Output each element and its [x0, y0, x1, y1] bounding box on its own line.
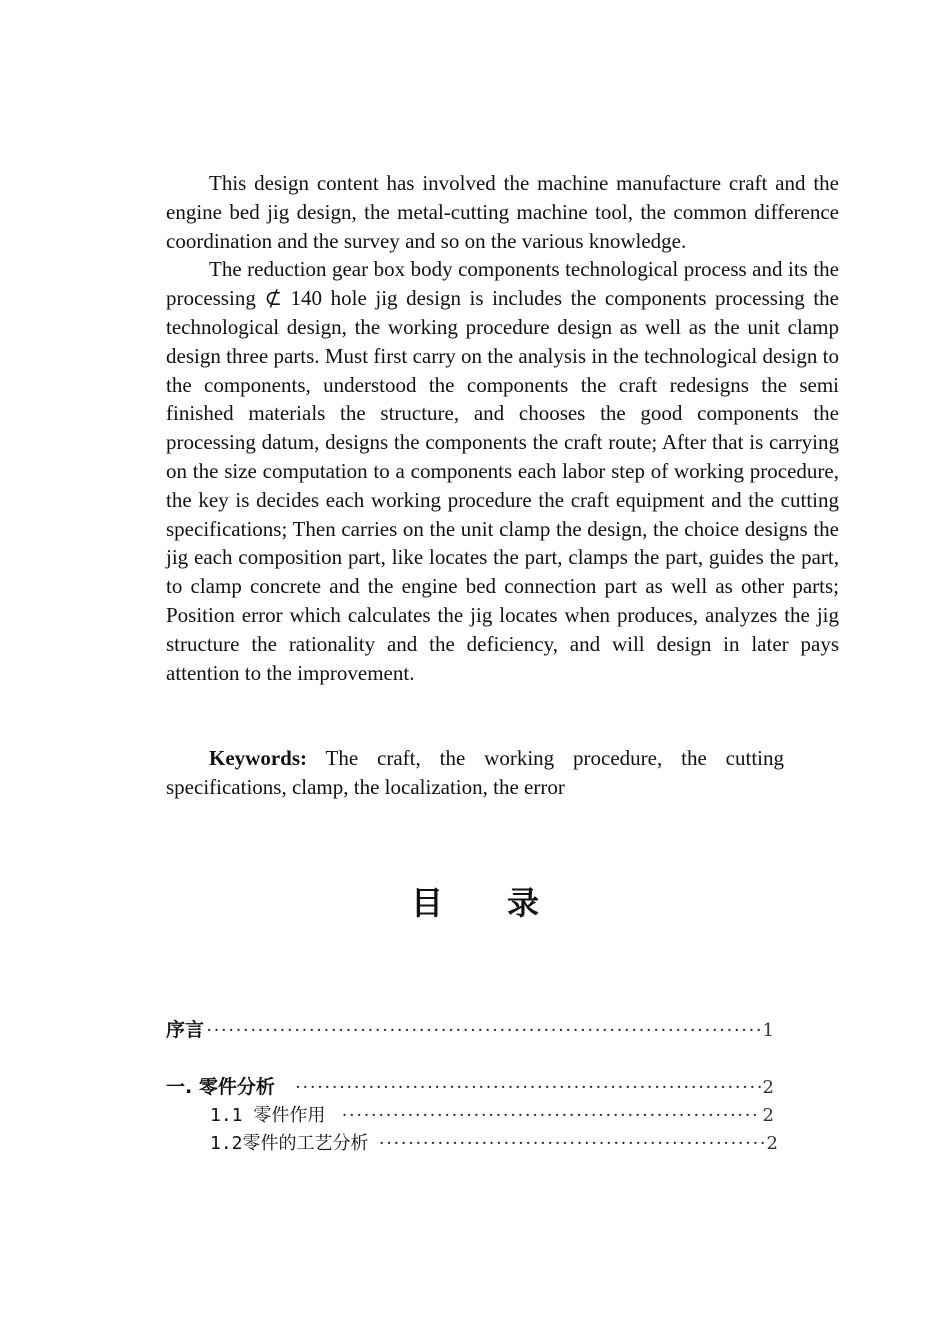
toc-leader-dots — [379, 1130, 765, 1158]
toc-title-char-1: 目 — [410, 884, 507, 922]
toc-leader-dots — [206, 1017, 761, 1045]
toc-entry-page: 1 — [762, 1020, 774, 1041]
toc-leader-dots — [295, 1074, 761, 1102]
toc-title-char-2: 录 — [507, 884, 540, 922]
toc-entry-page: 2 — [762, 1077, 774, 1098]
keywords-line — [166, 744, 784, 802]
toc-entry-page: 2 — [766, 1133, 778, 1154]
toc-entry-label: 一. 零件分析 — [166, 1076, 275, 1098]
toc-entry-1-2[interactable] — [210, 1130, 778, 1158]
keywords-label: Keywords: — [209, 746, 307, 770]
toc-entry-1-1[interactable] — [210, 1102, 774, 1130]
toc-entry-chapter-1[interactable] — [166, 1073, 774, 1102]
abstract-body — [166, 169, 839, 687]
toc-entry-label: 1.1 零件作用 — [210, 1105, 326, 1126]
abstract-paragraph-2: The reduction gear box body components technological process and its the processing ⊄ 140 hole jig design is includes the components processing the technological design, the working procedure design as well as the unit clamp design three parts. Must first carry on the analysis in the technological design to the components, understood the components the craft redesigns the semi finished materials the structure, and chooses the good components the processing datum, designs the components the craft route; After that is carrying on the size computation to a components each labor step of working procedure, the key is decides each working procedure the craft equipment and the cutting specifications; Then carries on the unit clamp the design, the choice designs the jig each composition part, like locates the part, clamps the part, guides the part, to clamp concrete and the engine bed connection part as well as other parts; Position error which calculates the jig locates when produces, analyzes the jig structure the rationality and the deficiency, and will design in later pays attention to the improvement. — [166, 257, 839, 685]
toc-entry-preface[interactable] — [166, 1016, 774, 1045]
toc-entry-page: 2 — [762, 1105, 774, 1126]
toc-leader-dots — [341, 1102, 760, 1130]
toc-title — [0, 878, 950, 924]
abstract-paragraph-1: This design content has involved the machine manufacture craft and the engine bed jig design, the metal-cutting machine tool, the common difference coordination and the survey and so on the various knowledge. — [166, 171, 839, 253]
toc-entry-label: 序言 — [166, 1019, 205, 1041]
keywords-text: The craft, the working procedure, the cutting specifications, clamp, the localization, the error — [166, 746, 784, 799]
toc-entry-label: 1.2零件的工艺分析 — [210, 1133, 369, 1154]
